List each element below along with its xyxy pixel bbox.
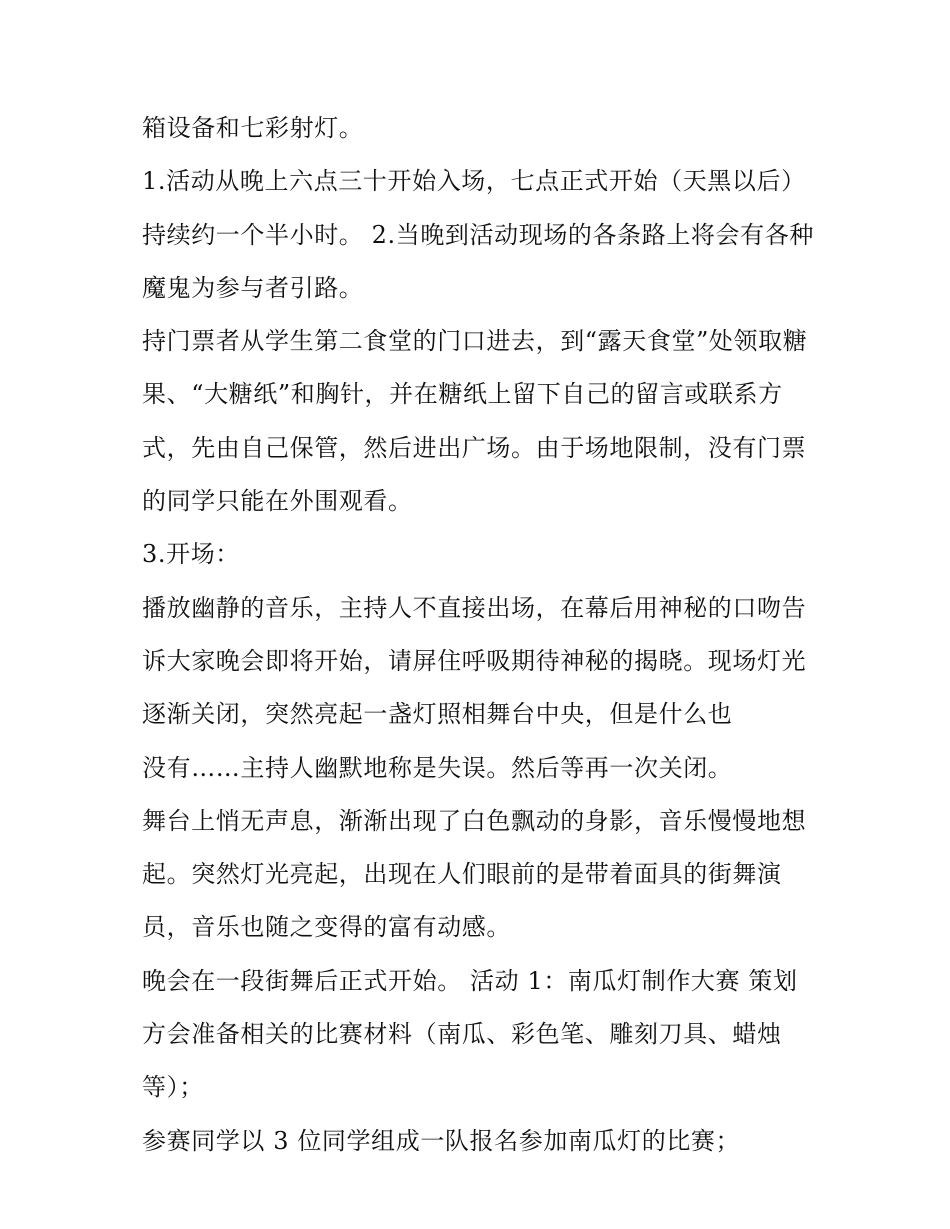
text-line: 舞台上悄无声息，渐渐出现了白色飘动的身影，音乐慢慢地想 (142, 806, 807, 835)
text-line: 3.开场： (142, 540, 240, 569)
text-line: 果、“大糖纸”和胸针，并在糖纸上留下自己的留言或联系方 (142, 380, 783, 409)
text-line: 方会准备相关的比赛材料（南瓜、彩色笔、雕刻刀具、蜡烛 (142, 1020, 782, 1049)
text-line: 式，先由自己保管，然后进出广场。由于场地限制，没有门票 (142, 433, 807, 462)
text-line: 持门票者从学生第二食堂的门口进去，到“露天食堂”处领取糖 (142, 327, 808, 356)
text-line: 晚会在一段街舞后正式开始。 活动 1：南瓜灯制作大赛 策划 (142, 966, 798, 995)
text-line: 员，音乐也随之变得的富有动感。 (142, 913, 511, 942)
text-line: 诉大家晚会即将开始，请屏住呼吸期待神秘的揭晓。现场灯光 (142, 646, 807, 675)
text-line: 魔鬼为参与者引路。 (142, 273, 364, 302)
text-line: 持续约一个半小时。 2.当晚到活动现场的各条路上将会有各种 (142, 220, 814, 249)
text-line: 等）； (142, 1073, 204, 1102)
text-line: 1.活动从晚上六点三十开始入场，七点正式开始（天黑以后） (142, 167, 806, 196)
text-line: 没有……主持人幽默地称是失误。然后等再一次关闭。 (142, 753, 733, 782)
text-body (142, 110, 832, 1176)
text-line: 播放幽静的音乐，主持人不直接出场，在幕后用神秘的口吻告 (142, 593, 807, 622)
text-line: 参赛同学以 3 位同学组成一队报名参加南瓜灯的比赛； (142, 1126, 741, 1155)
text-line: 起。突然灯光亮起，出现在人们眼前的是带着面具的街舞演 (142, 860, 782, 889)
text-line: 箱设备和七彩射灯。 (142, 114, 364, 142)
text-line: 的同学只能在外围观看。 (142, 487, 413, 516)
text-line: 逐渐关闭，突然亮起一盏灯照相舞台中央，但是什么也 (142, 700, 733, 729)
